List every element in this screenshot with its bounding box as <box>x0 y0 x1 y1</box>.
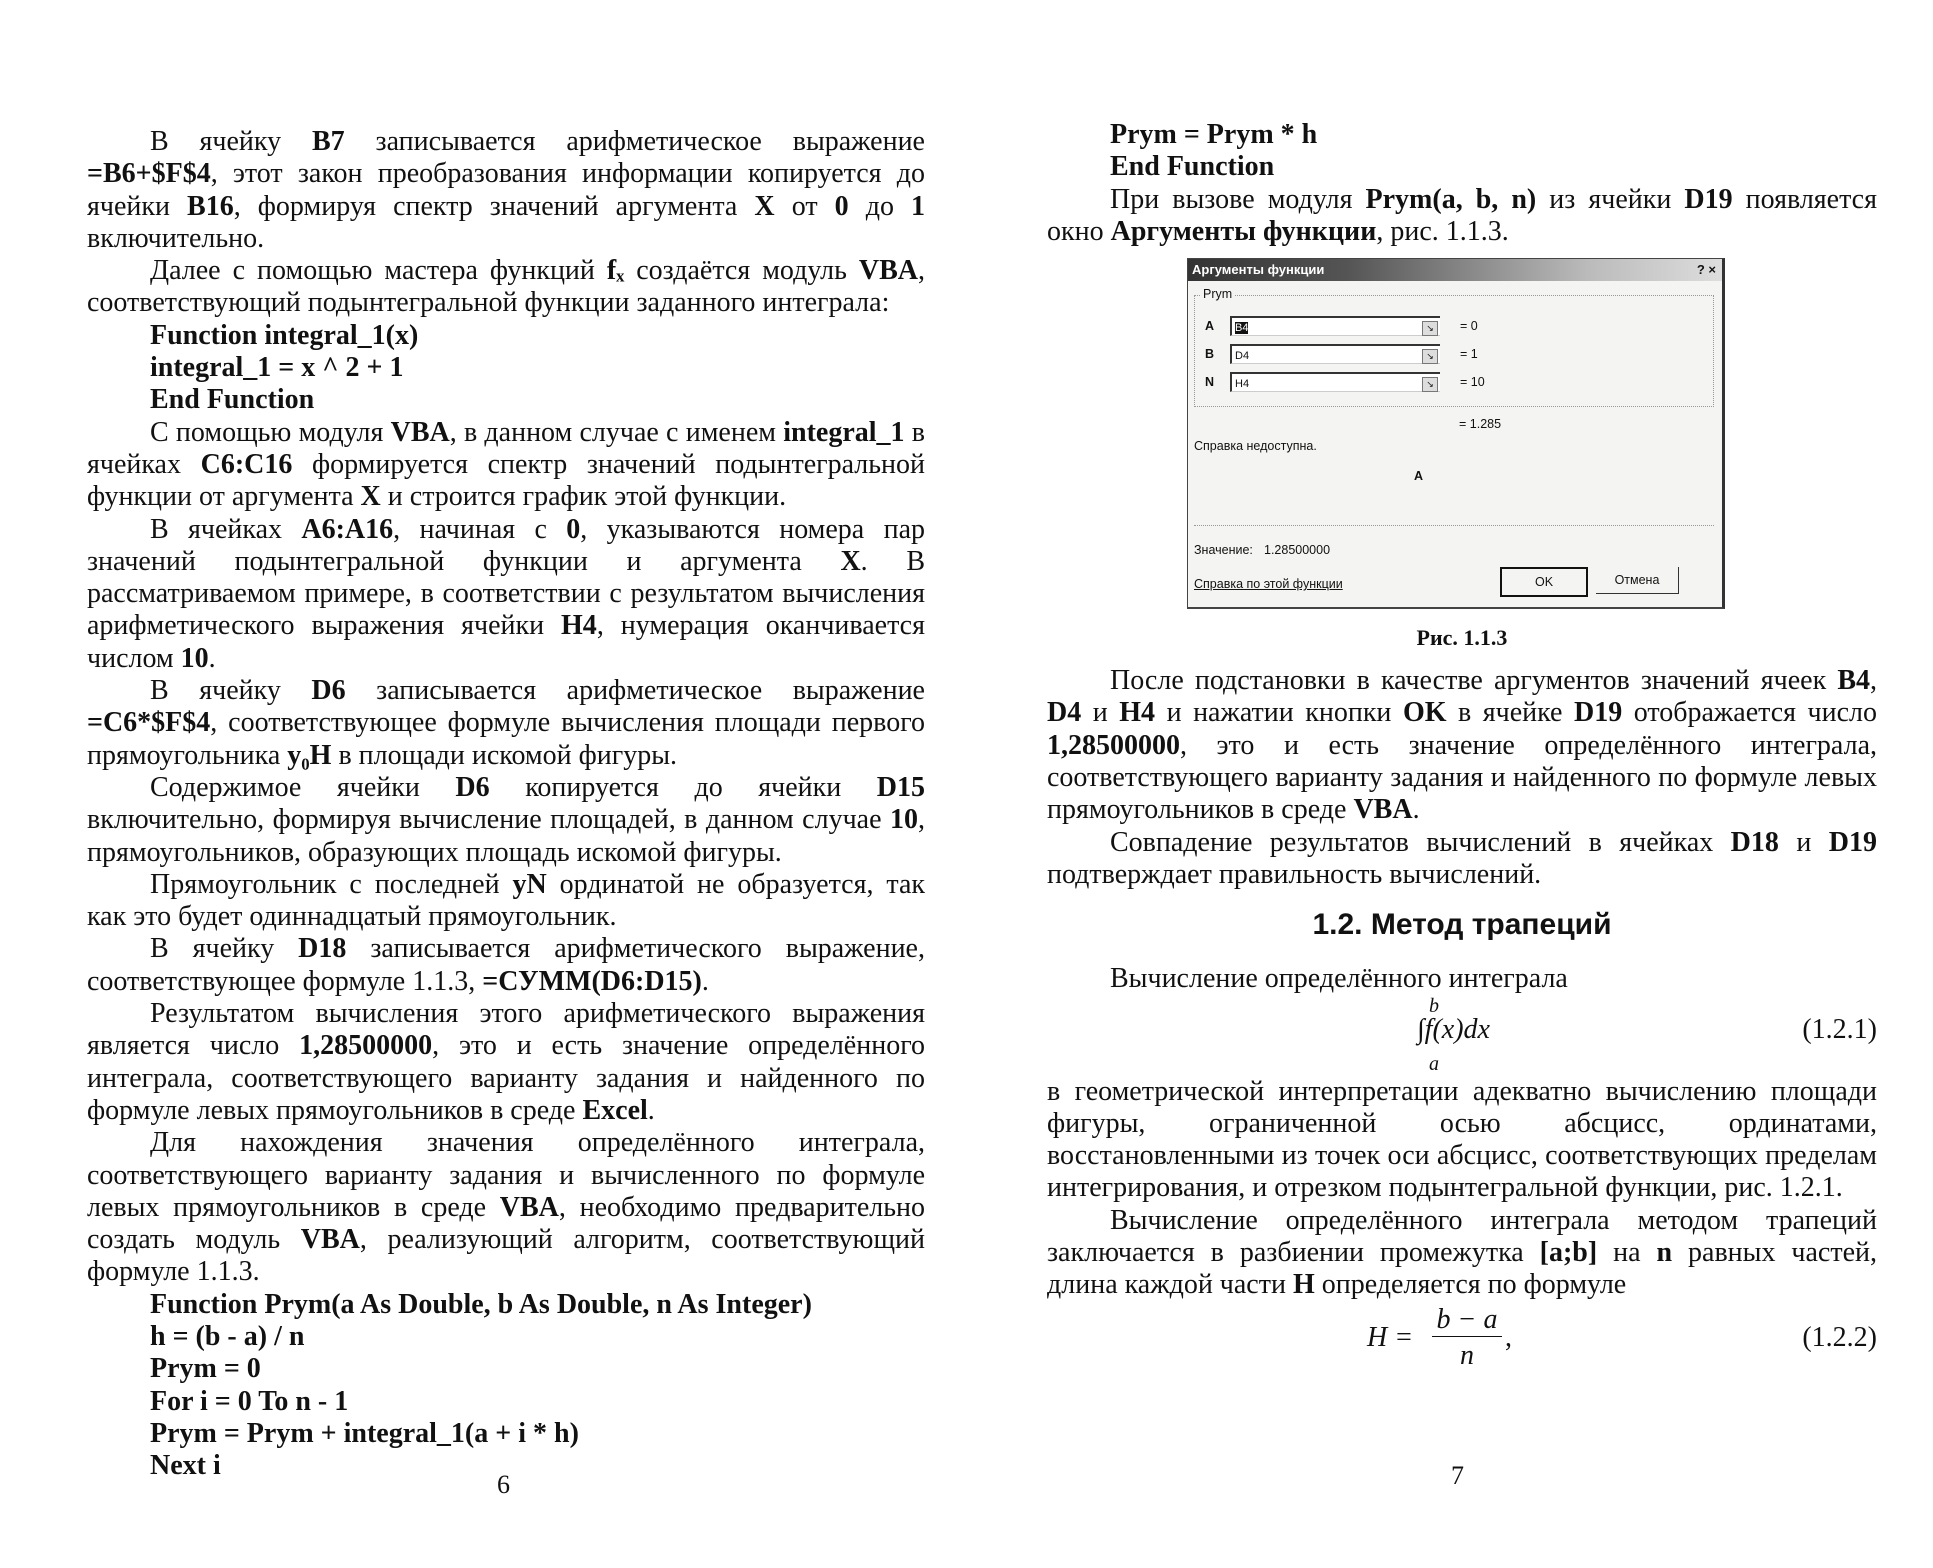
text-run: формируется спектр значений подынтегральной функции от аргумента <box>87 448 926 513</box>
bold-term: 10 <box>180 642 209 674</box>
paragraph <box>1047 827 1877 892</box>
text-run: В ячейку <box>150 933 299 965</box>
text-run: до <box>848 190 912 222</box>
paragraph <box>87 869 925 934</box>
paragraph <box>87 675 925 772</box>
text-run: . <box>1412 794 1420 826</box>
text-run: , соответствующее формуле вычисления площади первого прямоугольника <box>87 707 925 771</box>
text-run: определяется по формуле <box>1314 1269 1627 1301</box>
paragraph <box>1047 184 1877 249</box>
text-run: С помощью модуля <box>150 416 391 448</box>
formula-comma: , <box>1505 1321 1512 1353</box>
text-run: , соответствующий подынтегральной функции заданного интеграла: <box>87 255 925 319</box>
text-run: После подстановки в качестве аргументов значений ячеек <box>1110 665 1838 697</box>
text-run: Содержимое ячейки <box>150 771 456 803</box>
text-run: записывается арифметическое выражение <box>344 126 925 157</box>
code-block <box>87 1289 925 1483</box>
total-result: = 1.285 <box>1459 417 1502 432</box>
text-run: ординатой не образуется, так как это будет одиннадцатый прямоугольник. <box>87 868 926 933</box>
bold-term: X <box>840 545 861 577</box>
text-run: и нажатии кнопки <box>1155 697 1403 729</box>
paragraph <box>87 255 925 320</box>
integral-formula <box>1047 996 1877 1076</box>
paragraph <box>1047 963 1877 995</box>
text-run: в геометрической интерпретации адекватно вычислению площади фигуры, ограниченной осью абсцисс, ординатами, восстановленными из точек оси абсцисс, соответствующих пределам интегрирования, и отрезком подынтегральной функции, рис. 1.2.1. <box>1047 1075 1877 1204</box>
text-run: равных частей, длина каждой части <box>1047 1237 1877 1301</box>
bold-term: D6 <box>311 675 346 707</box>
bold-term: =C6*$F$4 <box>87 707 211 739</box>
text-run: В ячейку <box>150 126 312 157</box>
step-formula <box>1047 1302 1877 1372</box>
value-label: Значение: <box>1194 543 1253 558</box>
text-run: , необходимо предварительно создать модуль <box>87 1191 925 1256</box>
text-run: , указываются номера пар значений подынтегральной функции и аргумента <box>87 513 925 577</box>
paragraph <box>1047 665 1877 826</box>
paragraph <box>87 514 925 675</box>
page-number-left: 6 <box>497 1470 510 1499</box>
text-run: включительно. <box>87 222 265 254</box>
code-line: Prym = Prym * h <box>1110 119 1318 150</box>
code-line: End Function <box>1110 151 1275 183</box>
text-run: Для нахождения значения определённого интеграла, соответствующего варианту задания и вычисленного по формуле левых прямоугольников в среде <box>87 1127 925 1223</box>
text-run: от <box>774 190 835 222</box>
bold-term: 0 <box>566 513 581 545</box>
bold-term: n <box>1656 1237 1673 1269</box>
bold-term: X <box>360 481 381 513</box>
function-arguments-dialog <box>1187 258 1725 609</box>
bold-term: H4 <box>1119 697 1156 729</box>
paragraph <box>87 126 925 255</box>
lower-limit: a <box>1429 1052 1439 1075</box>
bold-term: 1 <box>911 190 926 222</box>
text-run: . <box>701 965 709 997</box>
text-run: , реализующий алгоритм, соответствующий формуле 1.1.3. <box>87 1224 925 1288</box>
bold-term: [a;b] <box>1539 1237 1598 1269</box>
bold-term: B7 <box>312 126 345 157</box>
numerator: b − a <box>1432 1304 1502 1337</box>
code-line: End Function <box>150 384 315 416</box>
text-run: При вызове модуля <box>1110 183 1366 215</box>
bold-term: fₓ <box>606 255 625 287</box>
bold-term: D19 <box>1574 697 1623 729</box>
bold-term: yN <box>512 868 547 900</box>
paragraph <box>87 417 925 514</box>
formula-lhs: H = <box>1367 1321 1414 1353</box>
argument-row-n <box>1205 372 1605 394</box>
text-run: В ячейку <box>150 675 312 707</box>
text-run: Прямоугольник с последней <box>150 868 513 900</box>
page-number-right: 7 <box>1451 1461 1464 1490</box>
group-label: Prym <box>1203 287 1233 302</box>
equation-number: (1.2.2) <box>1802 1321 1877 1353</box>
code-line: integral_1 = x ^ 2 + 1 <box>150 352 404 384</box>
argument-label: B <box>1205 347 1215 362</box>
code-line: Next i <box>150 1450 221 1482</box>
text-run: . <box>208 642 216 674</box>
bold-term: VBA <box>390 416 450 448</box>
equation-number: (1.2.1) <box>1802 1013 1877 1045</box>
text-run: записывается арифметическое выражение <box>345 675 925 707</box>
denominator: n <box>1460 1339 1474 1371</box>
figure-caption: Рис. 1.1.3 <box>1416 625 1508 651</box>
text-run: Вычисление определённого интеграла <box>1110 963 1568 995</box>
text-run: в ячейке <box>1446 697 1574 729</box>
text-run: и <box>1778 826 1829 858</box>
close-icon[interactable]: × <box>1708 262 1716 278</box>
argument-row-b <box>1205 344 1605 366</box>
bold-term: 1,28500000 <box>1047 729 1180 761</box>
text-run: создаётся модуль <box>624 255 859 287</box>
text-run: , прямоугольников, образующих площадь искомой фигуры. <box>87 804 925 868</box>
text-run: отображается число <box>1622 697 1877 729</box>
ok-button[interactable]: OK <box>1500 567 1588 597</box>
bold-term: C6:C16 <box>200 448 293 480</box>
dialog-title-bar <box>1188 259 1722 281</box>
text-run: В ячейках <box>150 513 302 545</box>
text-run: включительно, формируя вычисление площадей, в данном случае <box>87 804 890 836</box>
argument-n-input[interactable] <box>1230 372 1440 392</box>
bold-term: OK <box>1402 697 1447 729</box>
text-run: Результатом вычисления этого арифметического выражения является число <box>87 998 925 1062</box>
text-run: в площади искомой фигуры. <box>331 739 678 771</box>
text-run: , этот закон преобразования информации копируется до ячейки <box>87 158 925 222</box>
argument-value: H4 <box>1235 378 1250 391</box>
text-run: . В рассматриваемом примере, в соответствии с результатом вычисления арифметического выражения ячейки <box>87 545 925 642</box>
bold-term: D19 <box>1684 183 1733 215</box>
text-run: и <box>1081 697 1120 729</box>
text-run: , начиная с <box>393 513 567 545</box>
text-run: записывается арифметического выражение, соответствующее формуле 1.1.3, <box>87 933 925 997</box>
dialog-title: Аргументы функции <box>1192 262 1325 278</box>
paragraph <box>1047 1205 1877 1302</box>
argument-result: = 1 <box>1460 347 1478 362</box>
range-picker-icon[interactable]: ↘ <box>1422 377 1438 392</box>
integrand: ∫f(x)dx <box>1417 1013 1490 1045</box>
help-question-icon[interactable]: ? <box>1696 262 1705 278</box>
bold-term: H <box>1292 1269 1315 1301</box>
text-run: , <box>1870 665 1877 697</box>
bold-term: D4 <box>1047 697 1082 729</box>
bold-term: y₀H <box>287 739 332 771</box>
bold-term: =СУММ(D6:D15) <box>482 965 702 997</box>
arguments-group <box>1194 287 1714 407</box>
left-page-text <box>87 126 925 1482</box>
text-run: Далее с помощью мастера функций <box>150 255 607 287</box>
text-run: подтверждает правильность вычислений. <box>1047 858 1542 890</box>
argument-value: B4 <box>1235 322 1249 335</box>
cancel-button[interactable]: Отмена <box>1596 567 1679 594</box>
text-run: Совпадение результатов вычислений в ячейках <box>1110 826 1731 858</box>
argument-row-a <box>1205 316 1605 338</box>
text-run: и строится график этой функции. <box>380 481 787 513</box>
paragraph <box>87 933 925 998</box>
text-run: в ячейках <box>87 416 926 480</box>
range-picker-icon[interactable]: ↘ <box>1422 321 1438 336</box>
code-line: Prym = Prym + integral_1(a + i * h) <box>150 1417 579 1449</box>
bold-term: VBA <box>1353 794 1413 826</box>
bold-term: 1,28500000 <box>299 1030 433 1062</box>
text-run: , формируя спектр значений аргумента <box>233 190 755 222</box>
code-line: Function integral_1(x) <box>150 319 419 351</box>
text-run: , рис. 1.1.3. <box>1376 215 1509 247</box>
bold-term: B16 <box>187 190 234 222</box>
argument-result: = 0 <box>1460 319 1478 334</box>
code-line: Prym = 0 <box>150 1353 261 1385</box>
section-heading: 1.2. Метод трапеций <box>1312 908 1612 942</box>
function-help-link[interactable]: Справка по этой функции <box>1194 577 1343 592</box>
bold-term: Аргументы функции <box>1110 215 1377 247</box>
bold-term: Prym(a, b, n) <box>1365 183 1537 215</box>
divider <box>1194 525 1714 526</box>
bold-term: 10 <box>890 804 918 836</box>
value-text: 1.28500000 <box>1264 543 1331 558</box>
text-run: , это и есть значение определённого интеграла, соответствующего варианту задания и найденного по формуле левых прямоугольников в среде <box>1047 729 1877 826</box>
paragraph <box>87 998 925 1127</box>
argument-label: A <box>1205 319 1215 334</box>
argument-label: N <box>1205 375 1215 390</box>
bold-term: X <box>754 190 775 222</box>
bold-term: H4 <box>561 610 597 642</box>
bold-term: VBA <box>858 255 918 287</box>
right-page-text <box>1047 119 1877 1372</box>
bold-term: D15 <box>876 771 925 803</box>
text-run: копируется до ячейки <box>489 771 877 803</box>
text-run: , в данном случае с именем <box>449 416 784 448</box>
code-line: For i = 0 To n - 1 <box>150 1385 349 1417</box>
paragraph <box>87 772 925 869</box>
text-run: . <box>647 1094 655 1126</box>
text-run: , нумерация оканчивается числом <box>87 610 925 674</box>
bold-term: D18 <box>1730 826 1779 858</box>
bold-term: =B6+$F$4 <box>87 158 211 190</box>
upper-limit: b <box>1429 994 1439 1017</box>
text-run: Вычисление определённого интеграла методом трапеций заключается в разбиении промежутка <box>1047 1204 1877 1269</box>
code-block <box>87 320 925 417</box>
argument-a-input[interactable] <box>1230 316 1440 336</box>
argument-b-input[interactable] <box>1230 344 1440 364</box>
bold-term: 0 <box>834 190 849 222</box>
code-line: h = (b - a) / n <box>150 1320 305 1352</box>
bold-term: D19 <box>1828 826 1877 858</box>
help-unavailable-text: Справка недоступна. <box>1194 439 1317 454</box>
argument-description: A <box>1414 469 1424 484</box>
code-line: Function Prym(a As Double, b As Double, n As Integer) <box>150 1288 812 1320</box>
text-run: появляется окно <box>1047 183 1877 247</box>
bold-term: integral_1 <box>783 416 905 448</box>
argument-result: = 10 <box>1460 375 1485 390</box>
bold-term: VBA <box>499 1191 559 1223</box>
bold-term: A6:A16 <box>301 513 394 545</box>
argument-value: D4 <box>1235 350 1250 363</box>
text-run: из ячейки <box>1536 183 1685 215</box>
bold-term: VBA <box>300 1224 360 1256</box>
bold-term: D18 <box>298 933 347 965</box>
paragraph <box>87 1127 925 1288</box>
bold-term: Excel <box>582 1094 648 1126</box>
range-picker-icon[interactable]: ↘ <box>1422 349 1438 364</box>
text-run: , это и есть значение определённого интеграла, соответствующего варианту задания и найденного по формуле левых прямоугольников в среде <box>87 1030 925 1126</box>
paragraph <box>1047 1076 1877 1205</box>
bold-term: B4 <box>1837 665 1870 697</box>
text-run: на <box>1597 1237 1657 1269</box>
bold-term: D6 <box>455 771 490 803</box>
